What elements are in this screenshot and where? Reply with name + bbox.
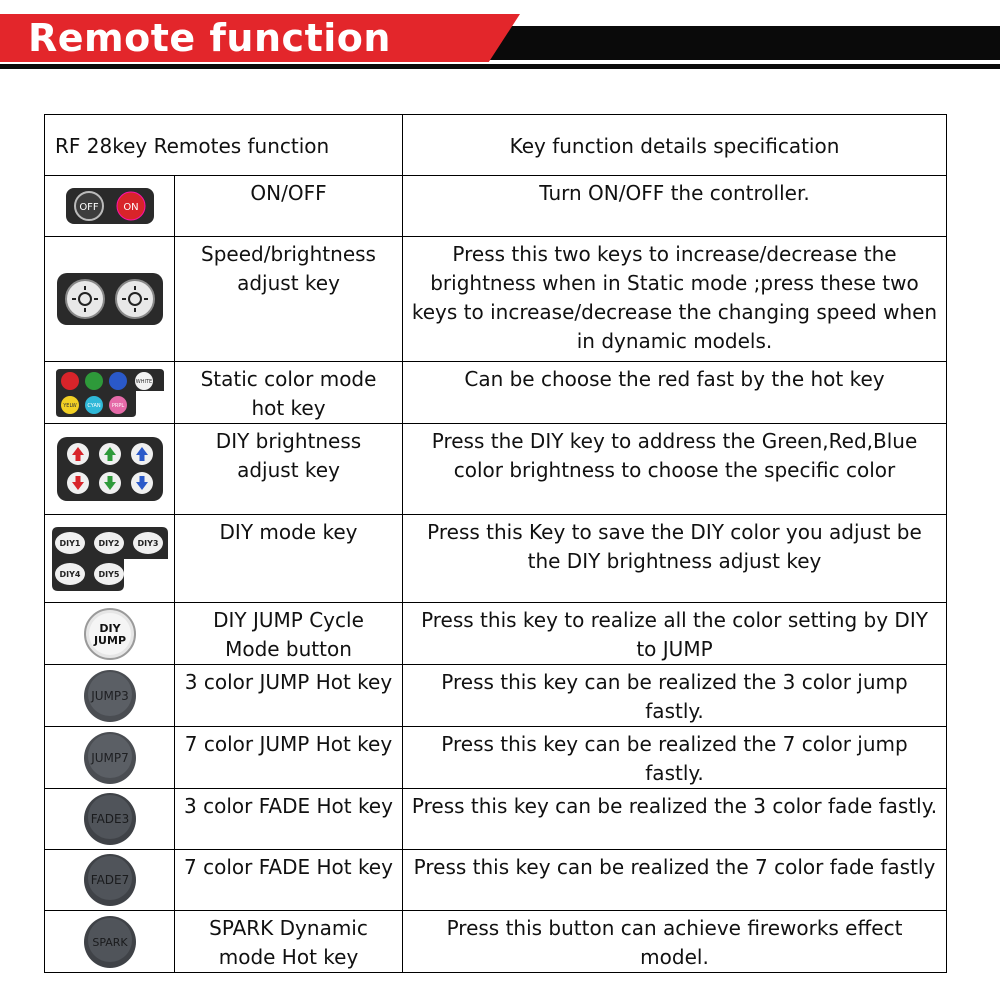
fade7-key-icon (45, 850, 175, 911)
table-row (45, 850, 947, 911)
table-row (45, 911, 947, 973)
svg-text:PRPL: PRPL (111, 402, 124, 409)
row-key-description: Press this key can be realized the 7 color fade fastly (403, 850, 947, 911)
header-remotes-function: RF 28key Remotes function (45, 115, 403, 176)
row-key-description: Press this key can be realized the 3 color jump fastly. (403, 665, 947, 727)
svg-text:OFF: OFF (78, 202, 99, 213)
svg-text:SPARK: SPARK (91, 935, 128, 949)
svg-text:ON: ON (122, 202, 139, 213)
table-row (45, 424, 947, 515)
svg-text:YELW: YELW (62, 402, 77, 409)
row-key-name: DIY mode key (175, 515, 403, 603)
row-key-description: Press this two keys to increase/decrease the brightness when in Static mode ;press these two keys to increase/decrease the changing speed when in dynamic models. (403, 237, 947, 362)
svg-text:DIY5: DIY5 (98, 569, 119, 579)
row-key-name: DIY brightness adjust key (175, 424, 403, 515)
table-row (45, 237, 947, 362)
row-key-name: SPARK Dynamic mode Hot key (175, 911, 403, 973)
row-key-description: Turn ON/OFF the controller. (403, 176, 947, 237)
row-key-description: Press this Key to save the DIY color you adjust be the DIY brightness adjust key (403, 515, 947, 603)
table-row (45, 603, 947, 665)
jump7-key-icon (45, 727, 175, 789)
on-off-keys-icon (45, 176, 175, 237)
svg-text:DIY3: DIY3 (137, 538, 158, 548)
speed-brightness-keys-icon (45, 237, 175, 362)
svg-text:CYAN: CYAN (86, 402, 101, 409)
svg-text:JUMP3: JUMP3 (90, 688, 129, 703)
row-key-name: Speed/brightness adjust key (175, 237, 403, 362)
row-key-name: Static color mode hot key (175, 362, 403, 424)
row-key-description: Press this key to realize all the color setting by DIY to JUMP (403, 603, 947, 665)
row-key-name: ON/OFF (175, 176, 403, 237)
svg-text:WHITE: WHITE (135, 378, 152, 385)
jump3-key-icon (45, 665, 175, 727)
table-row (45, 176, 947, 237)
svg-text:FADE7: FADE7 (90, 873, 129, 887)
table-row (45, 362, 947, 424)
table-header-row (45, 115, 947, 176)
row-key-name: 7 color FADE Hot key (175, 850, 403, 911)
row-key-name: 3 color FADE Hot key (175, 789, 403, 850)
banner-underline (0, 64, 1000, 69)
spark-key-icon (45, 911, 175, 973)
page-title: Remote function (28, 16, 391, 60)
row-key-description: Press the DIY key to address the Green,Red,Blue color brightness to choose the specific color (403, 424, 947, 515)
svg-text:FADE3: FADE3 (90, 812, 129, 826)
fade3-key-icon (45, 789, 175, 850)
svg-text:JUMP: JUMP (93, 633, 126, 647)
remote-function-table (44, 114, 947, 973)
table-row (45, 515, 947, 603)
row-key-description: Press this key can be realized the 7 color jump fastly. (403, 727, 947, 789)
svg-text:DIY2: DIY2 (98, 538, 119, 548)
row-key-description: Press this key can be realized the 3 color fade fastly. (403, 789, 947, 850)
table-row (45, 727, 947, 789)
table-row (45, 789, 947, 850)
diy-mode-keys-icon (45, 515, 175, 603)
static-color-keys-icon (45, 362, 175, 424)
row-key-name: 3 color JUMP Hot key (175, 665, 403, 727)
diy-jump-key-icon (45, 603, 175, 665)
row-key-name: DIY JUMP Cycle Mode button (175, 603, 403, 665)
svg-text:JUMP7: JUMP7 (90, 750, 129, 765)
svg-text:DIY1: DIY1 (59, 538, 80, 548)
table-row (45, 665, 947, 727)
row-key-description: Press this button can achieve fireworks effect model. (403, 911, 947, 973)
row-key-description: Can be choose the red fast by the hot key (403, 362, 947, 424)
diy-arrow-keys-icon (45, 424, 175, 515)
row-key-name: 7 color JUMP Hot key (175, 727, 403, 789)
title-banner (0, 0, 1000, 72)
header-key-function-details: Key function details specification (403, 115, 947, 176)
svg-text:DIY: DIY (98, 621, 121, 635)
svg-text:DIY4: DIY4 (59, 569, 80, 579)
